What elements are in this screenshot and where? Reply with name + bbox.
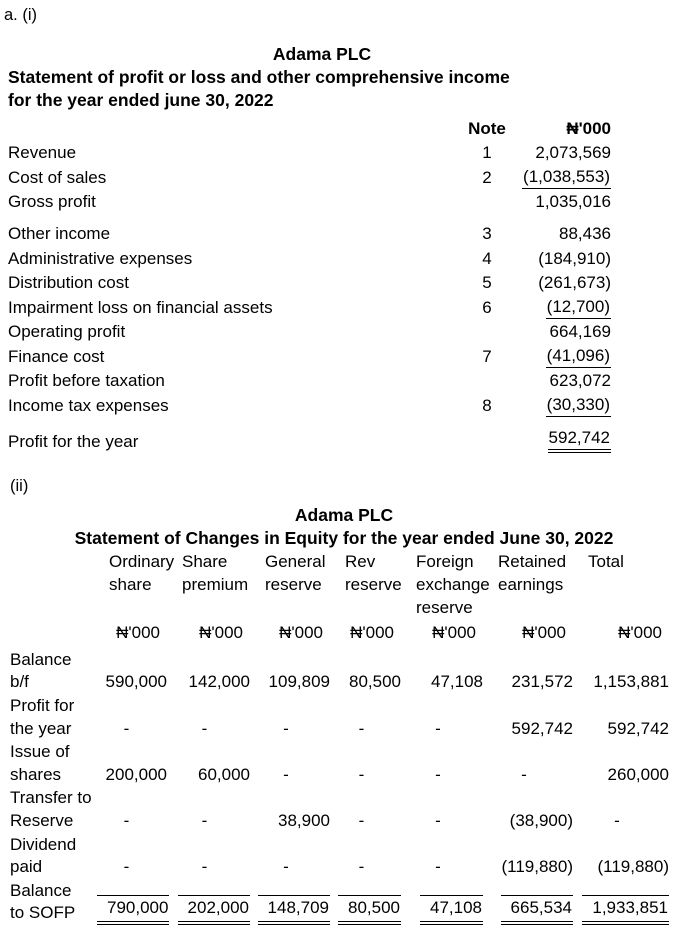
- unit-label: ₦'000: [116, 623, 160, 643]
- row-label: Balance to SOFP: [10, 880, 76, 923]
- table-row-other-income: [8, 214, 614, 246]
- table-header-row: [8, 117, 614, 141]
- row-label: Distribution cost: [8, 272, 129, 292]
- statement1-title-line2: for the year ended june 30, 2022: [8, 90, 274, 111]
- amount-value: (30,330): [546, 394, 611, 417]
- table-row-distribution-cost: [8, 271, 614, 295]
- cell-value: 142,000: [188, 672, 250, 692]
- changes-in-equity-statement: [0, 504, 688, 926]
- row-label: Impairment loss on financial assets: [8, 297, 273, 317]
- cell-value: (38,900): [509, 810, 573, 830]
- table-row-gross-profit: [8, 190, 614, 214]
- company-name: Adama PLC: [272, 43, 372, 64]
- row-label: Administrative expenses: [8, 248, 193, 268]
- cell-value: 200,000: [105, 764, 167, 784]
- cell-value: -: [283, 857, 289, 877]
- cell-value: (119,880): [597, 857, 669, 877]
- equity-row-profit-for-the-year: [8, 695, 672, 741]
- note-value: 1: [482, 143, 492, 163]
- cell-value: 148,709: [258, 895, 330, 925]
- units-spacer: [8, 619, 97, 649]
- note-value: [463, 320, 511, 344]
- row-label: Balance b/f: [10, 649, 72, 692]
- cell-value: 665,534: [501, 895, 573, 925]
- amount-value: (184,910): [538, 248, 611, 268]
- note-value: 5: [482, 272, 492, 292]
- note-value: 7: [482, 346, 492, 366]
- row-label: Dividend paid: [10, 834, 77, 877]
- cell-value: 60,000: [198, 764, 250, 784]
- row-label: Issue of shares: [10, 742, 70, 784]
- table-row-administrative-expenses: [8, 247, 614, 271]
- header-spacer: [8, 551, 97, 619]
- column-header-total: Total: [588, 552, 624, 572]
- cell-value: -: [435, 764, 441, 784]
- table-row-profit-for-the-year: [8, 418, 614, 454]
- amount-column-header: ₦'000: [566, 119, 611, 139]
- table-row-income-tax-expenses: [8, 393, 614, 418]
- row-label: Revenue: [8, 143, 77, 163]
- unit-label: ₦'000: [279, 623, 323, 643]
- column-header-retained-earnings: Retained earnings: [498, 552, 567, 594]
- cell-value: -: [123, 857, 130, 877]
- profit-or-loss-statement: [8, 43, 636, 455]
- unit-label: ₦'000: [199, 623, 243, 643]
- column-header-foreign-exchange-reserve: Foreign exchange reserve: [416, 552, 490, 617]
- cell-value: -: [435, 718, 441, 738]
- cell-value: -: [614, 810, 620, 830]
- cell-value: 80,500: [338, 895, 401, 925]
- column-header-share-premium: Share premium: [182, 552, 249, 594]
- cell-value: -: [283, 764, 289, 784]
- changes-in-equity-table: [8, 551, 672, 926]
- amount-value: 88,436: [559, 224, 611, 244]
- unit-label: ₦'000: [522, 623, 566, 643]
- amount-value: (12,700): [546, 296, 611, 319]
- column-header-general-reserve: General reserve: [265, 552, 326, 594]
- cell-value: (119,880): [501, 857, 573, 877]
- note-value: 4: [482, 248, 492, 268]
- note-value: 8: [482, 396, 492, 416]
- note-value: 3: [482, 224, 492, 244]
- table-row-operating-profit: [8, 320, 614, 344]
- cell-value: -: [435, 857, 441, 877]
- unit-label: ₦'000: [432, 623, 476, 643]
- amount-value: (1,038,553): [522, 166, 611, 189]
- units-row: [8, 619, 672, 649]
- cell-value: -: [201, 810, 208, 830]
- statement1-title-line1: Statement of profit or loss and other comprehensive income: [8, 66, 510, 87]
- row-label: Transfer to Reserve: [10, 788, 92, 830]
- cell-value: 590,000: [105, 672, 167, 692]
- cell-value: 231,572: [511, 672, 573, 692]
- row-label: Profit before taxation: [8, 371, 165, 391]
- cell-value: -: [358, 764, 365, 784]
- section-label-a-i: a. (i): [4, 6, 37, 24]
- amount-value: 1,035,016: [535, 192, 611, 212]
- note-value: 2: [482, 168, 492, 188]
- amount-value: (41,096): [546, 345, 611, 368]
- cell-value: 47,108: [420, 895, 483, 925]
- cell-value: 592,742: [607, 718, 669, 738]
- section-label-ii: (ii): [10, 477, 29, 496]
- table-row-revenue: [8, 141, 614, 165]
- column-header-ordinary-share: Ordinary share: [109, 552, 175, 594]
- cell-value: 80,500: [349, 672, 401, 692]
- row-label: Gross profit: [8, 192, 96, 212]
- equity-row-balance-bf: [8, 649, 672, 695]
- table-row-impairment-loss: [8, 295, 614, 320]
- note-value: 6: [482, 297, 492, 317]
- cell-value: 202,000: [178, 895, 250, 925]
- note-column-header: Note: [468, 119, 506, 139]
- amount-value: (261,673): [538, 272, 611, 292]
- cell-value: -: [123, 810, 130, 830]
- statement2-title: Statement of Changes in Equity for the year ended June 30, 2022: [74, 528, 614, 549]
- note-value: [463, 418, 511, 454]
- cell-value: -: [358, 857, 365, 877]
- cell-value: 592,742: [511, 718, 573, 738]
- profit-or-loss-table: [8, 117, 614, 454]
- equity-row-balance-to-sofp: [8, 880, 672, 926]
- note-value: [463, 190, 511, 214]
- company-name: Adama PLC: [294, 505, 394, 526]
- equity-row-dividend-paid: [8, 834, 672, 880]
- cell-value: 1,153,881: [593, 672, 669, 692]
- cell-value: 790,000: [97, 895, 169, 925]
- cell-value: -: [201, 857, 208, 877]
- cell-value: -: [201, 718, 208, 738]
- row-label: Other income: [8, 224, 111, 244]
- row-label: Profit for the year: [8, 432, 139, 452]
- table-row-cost-of-sales: [8, 165, 614, 190]
- cell-value: -: [358, 718, 365, 738]
- equity-header-row: [8, 551, 672, 619]
- column-header-rev-reserve: Rev reserve: [345, 552, 402, 594]
- note-value: [463, 369, 511, 393]
- row-label: Finance cost: [8, 346, 105, 366]
- unit-label: ₦'000: [618, 623, 662, 643]
- amount-value: 592,742: [548, 427, 611, 453]
- amount-value: 2,073,569: [535, 143, 611, 163]
- row-label: Income tax expenses: [8, 396, 169, 416]
- cell-value: 1,933,851: [582, 895, 669, 925]
- cell-value: -: [521, 764, 527, 784]
- cell-value: 47,108: [431, 672, 483, 692]
- cell-value: 109,809: [268, 672, 330, 692]
- row-label: Cost of sales: [8, 168, 107, 188]
- cell-value: -: [283, 718, 289, 738]
- unit-label: ₦'000: [350, 623, 394, 643]
- cell-value: -: [435, 810, 441, 830]
- table-row-profit-before-taxation: [8, 369, 614, 393]
- table-row-finance-cost: [8, 344, 614, 369]
- cell-value: 38,900: [278, 810, 330, 830]
- equity-row-transfer-to-reserve: [8, 787, 672, 833]
- cell-value: -: [358, 810, 365, 830]
- header-spacer: [8, 117, 463, 141]
- cell-value: -: [123, 718, 130, 738]
- row-label: Profit for the year: [10, 695, 75, 738]
- amount-value: 664,169: [549, 321, 611, 341]
- cell-value: 260,000: [607, 764, 669, 784]
- amount-value: 623,072: [549, 371, 611, 391]
- equity-row-issue-of-shares: [8, 741, 672, 787]
- row-label: Operating profit: [8, 321, 126, 341]
